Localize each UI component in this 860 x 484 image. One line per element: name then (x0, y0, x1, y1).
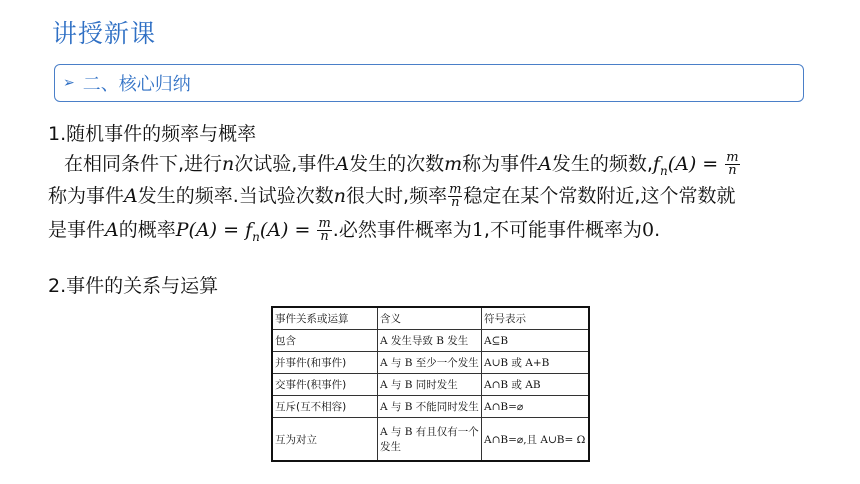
var-f: f (245, 219, 253, 241)
table-cell: A 与 B 同时发生 (378, 374, 482, 396)
paragraph-line-3 (48, 216, 660, 251)
text: 很大时,频率 (346, 185, 448, 207)
text: . (654, 219, 661, 241)
numerator: m (318, 216, 331, 231)
heading-frequency-probability: 1.随机事件的频率与概率 (48, 123, 257, 145)
formula: (A) = (259, 219, 311, 241)
table-row (272, 418, 589, 462)
subscript-n: n (659, 163, 668, 178)
var-a: A (538, 153, 552, 175)
text: 是事件 (48, 219, 106, 241)
text: 的概率 (118, 219, 176, 241)
text: 发生的频数, (551, 153, 653, 175)
fraction-m-over-n (725, 152, 739, 177)
fraction-m-over-n (317, 218, 331, 243)
table-row (272, 396, 589, 418)
table-cell: 互为对立 (272, 418, 378, 462)
numerator: m (726, 150, 739, 165)
text: 在相同条件下,进行 (64, 153, 223, 175)
formula: (A) = (667, 153, 719, 175)
table-cell: A∪B 或 A+B (482, 352, 590, 374)
text: ,不可能事件概率为 (483, 219, 642, 241)
table-cell: A 与 B 不能同时发生 (378, 396, 482, 418)
text: .必然事件概率为 (332, 219, 472, 241)
var-n: n (333, 185, 347, 207)
text: 稳定在某个常数附近,这个常数就 (463, 185, 736, 207)
column-header: 符号表示 (482, 307, 590, 330)
denominator: n (320, 229, 329, 244)
table-cell: A 发生导致 B 发生 (378, 330, 482, 352)
table-header-row (272, 307, 589, 330)
subscript-n: n (252, 229, 260, 244)
var-n: n (222, 153, 235, 175)
table-cell: 包含 (272, 330, 378, 352)
table-cell: 并事件(和事件) (272, 352, 378, 374)
table-row (272, 374, 589, 396)
var-a: A (124, 185, 138, 207)
text: 称为事件 (48, 185, 125, 207)
numerator: m (449, 182, 462, 197)
table-cell: A⊆B (482, 330, 590, 352)
arrow-icon: ➢ (63, 75, 75, 91)
var-a: A (335, 153, 350, 175)
page-title: 讲授新课 (52, 19, 157, 48)
fraction-m-over-n (448, 184, 462, 209)
heading-event-relations: 2.事件的关系与运算 (48, 275, 219, 297)
number-one: 1 (471, 219, 484, 241)
var-m: m (444, 153, 463, 175)
table-cell: A∩B=⌀,且 A∪B= Ω (482, 418, 590, 462)
text: 称为事件 (462, 153, 539, 175)
column-header: 含义 (378, 307, 482, 330)
section-label: 二、核心归纳 (82, 74, 191, 95)
table-cell: A 与 B 至少一个发生 (378, 352, 482, 374)
event-relations-table (271, 306, 590, 462)
table-cell: 互斥(互不相容) (272, 396, 378, 418)
paragraph-line-1 (64, 150, 741, 185)
denominator: n (728, 163, 737, 178)
number-zero: 0 (641, 219, 655, 241)
table-row (272, 352, 589, 374)
column-header: 事件关系或运算 (272, 307, 378, 330)
table-cell: 交事件(积事件) (272, 374, 378, 396)
section-header (54, 64, 804, 102)
denominator: n (451, 195, 460, 210)
table-cell: A 与 B 有且仅有一个发生 (378, 418, 482, 462)
table-cell: A∩B 或 AB (482, 374, 590, 396)
text: 发生的频率.当试验次数 (137, 185, 334, 207)
text: 次试验,事件 (234, 153, 336, 175)
var-a: A (105, 219, 119, 241)
var-f: f (652, 153, 660, 175)
text: 发生的次数 (349, 153, 445, 175)
table-cell: A∩B=⌀ (482, 396, 590, 418)
table-row (272, 330, 589, 352)
paragraph-line-2 (48, 182, 735, 210)
formula: P(A) = (175, 219, 246, 241)
